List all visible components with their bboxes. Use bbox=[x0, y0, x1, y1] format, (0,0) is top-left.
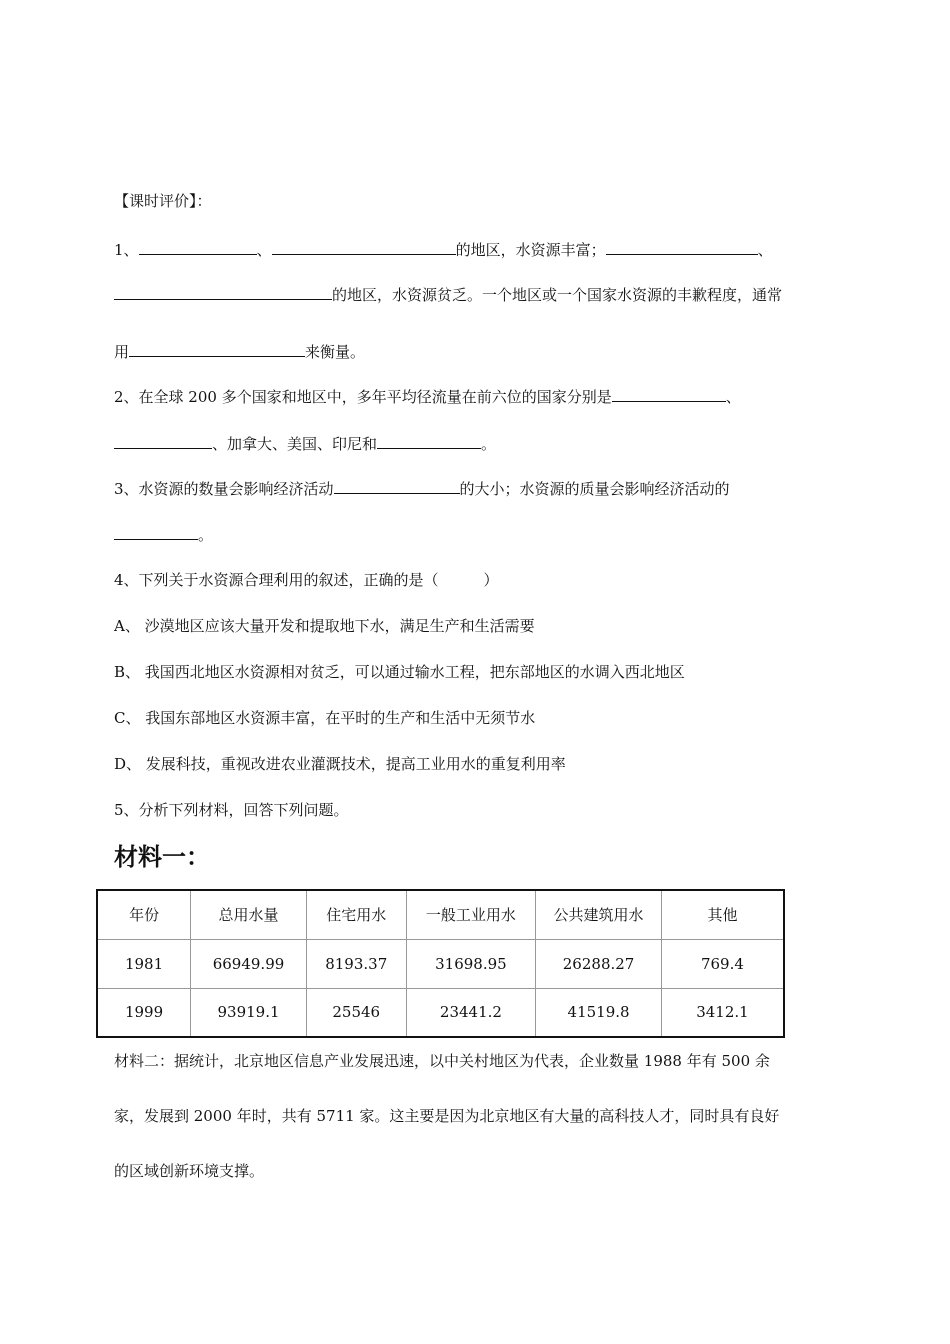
q1-blank-2[interactable] bbox=[272, 240, 456, 255]
table-cell: 8193.37 bbox=[306, 939, 406, 988]
q3-blank-2[interactable] bbox=[114, 525, 198, 540]
table-cell: 23441.2 bbox=[406, 988, 536, 1037]
question-4-stem: 4、下列关于水资源合理利用的叙述，正确的是（ ） bbox=[114, 571, 499, 589]
table-header-cell: 一般工业用水 bbox=[406, 890, 536, 939]
table-cell: 3412.1 bbox=[661, 988, 784, 1037]
q3-text: 的大小；水资源的质量会影响经济活动的 bbox=[459, 480, 730, 498]
question-3-line-1 bbox=[114, 479, 730, 499]
table-cell: 93919.1 bbox=[191, 988, 307, 1037]
table-header-cell: 住宅用水 bbox=[306, 890, 406, 939]
q2-separator: 、 bbox=[725, 388, 741, 406]
table-cell: 25546 bbox=[306, 988, 406, 1037]
table-header-cell: 其他 bbox=[661, 890, 784, 939]
table-cell: 66949.99 bbox=[191, 939, 307, 988]
question-2-line-1 bbox=[114, 387, 741, 407]
q1-text-poor: 的地区，水资源贫乏。一个地区或一个国家水资源的丰歉程度，通常 bbox=[332, 286, 783, 304]
q1-blank-4[interactable] bbox=[114, 285, 332, 300]
table-cell: 26288.27 bbox=[536, 939, 662, 988]
q2-blank-1[interactable] bbox=[612, 387, 726, 402]
question-4-option-d[interactable]: D、 发展科技，重视改进农业灌溉技术，提高工业用水的重复利用率 bbox=[114, 755, 566, 773]
question-1-line-3 bbox=[114, 342, 365, 362]
material-2-line-3: 的区域创新环境支撑。 bbox=[114, 1162, 265, 1180]
question-5-stem: 5、分析下列材料，回答下列问题。 bbox=[114, 801, 349, 819]
table-cell: 41519.8 bbox=[536, 988, 662, 1037]
q3-end: 。 bbox=[198, 526, 214, 544]
table-cell: 31698.95 bbox=[406, 939, 536, 988]
q1-text-measure: 来衡量。 bbox=[305, 343, 366, 361]
q2-blank-3[interactable] bbox=[377, 434, 481, 449]
q1-separator-1: 、 bbox=[256, 241, 272, 259]
water-usage-table bbox=[96, 889, 785, 1038]
q3-stem: 3、水资源的数量会影响经济活动 bbox=[114, 480, 334, 498]
q1-separator-2: 、 bbox=[757, 241, 773, 259]
table-header-cell: 公共建筑用水 bbox=[536, 890, 662, 939]
table-row bbox=[97, 939, 784, 988]
q1-text-use: 用 bbox=[114, 343, 130, 361]
question-4-option-c[interactable]: C、 我国东部地区水资源丰富，在平时的生产和生活中无须节水 bbox=[114, 709, 536, 727]
question-4-option-b[interactable]: B、 我国西北地区水资源相对贫乏，可以通过输水工程，把东部地区的水调入西北地区 bbox=[114, 663, 685, 681]
question-3-line-2 bbox=[114, 525, 213, 545]
table-header-cell: 年份 bbox=[97, 890, 191, 939]
table-row bbox=[97, 988, 784, 1037]
q1-blank-3[interactable] bbox=[606, 240, 758, 255]
table-cell: 1999 bbox=[97, 988, 191, 1037]
material-1-title: 材料一： bbox=[114, 843, 210, 871]
q1-text-rich: 的地区，水资源丰富； bbox=[455, 241, 606, 259]
question-1-line-1 bbox=[114, 240, 773, 260]
q2-blank-2[interactable] bbox=[114, 434, 212, 449]
q1-number: 1、 bbox=[114, 241, 139, 259]
table-cell: 1981 bbox=[97, 939, 191, 988]
q2-end: 。 bbox=[481, 435, 497, 453]
question-4-option-a[interactable]: A、 沙漠地区应该大量开发和提取地下水，满足生产和生活需要 bbox=[114, 617, 535, 635]
table-header-row bbox=[97, 890, 784, 939]
material-2-line-1: 材料二：据统计，北京地区信息产业发展迅速，以中关村地区为代表，企业数量 1988 年有 500 余 bbox=[114, 1052, 770, 1070]
q2-stem: 2、在全球 200 多个国家和地区中，多年平均径流量在前六位的国家分别是 bbox=[114, 388, 612, 406]
q2-text: 、加拿大、美国、印尼和 bbox=[212, 435, 378, 453]
q1-blank-1[interactable] bbox=[139, 240, 257, 255]
q1-blank-5[interactable] bbox=[129, 342, 305, 357]
table-cell: 769.4 bbox=[661, 939, 784, 988]
table-header-cell: 总用水量 bbox=[191, 890, 307, 939]
section-title: 【课时评价】： bbox=[114, 192, 212, 210]
question-1-line-2 bbox=[114, 285, 782, 305]
material-2-line-2: 家，发展到 2000 年时，共有 5711 家。这主要是因为北京地区有大量的高科技人才，同时具有良好 bbox=[114, 1107, 780, 1125]
question-2-line-2 bbox=[114, 434, 496, 454]
q3-blank-1[interactable] bbox=[334, 479, 460, 494]
